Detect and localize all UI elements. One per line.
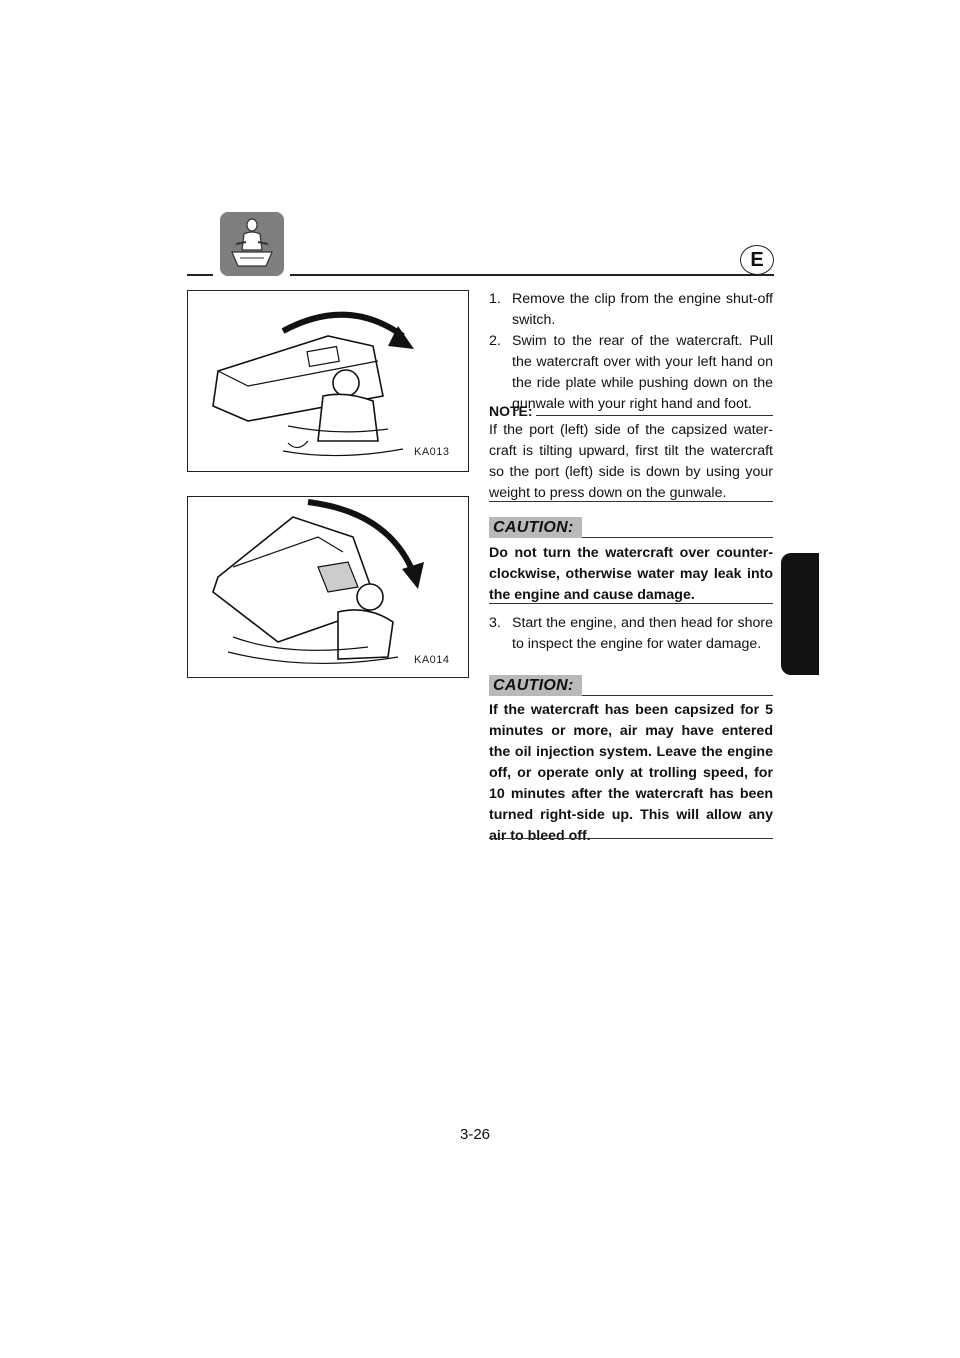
caution-label: CAUTION: [489, 675, 582, 696]
step-number: 3. [489, 615, 501, 631]
note-label: NOTE: [489, 403, 533, 419]
step-item [489, 289, 773, 331]
figure-righting-watercraft-2 [187, 496, 469, 678]
page-number: 3-26 [460, 1126, 491, 1143]
step-text: Remove the clip from the engine shut-off switch. [512, 291, 773, 328]
header-rule-left [187, 274, 213, 276]
caution-rule-bottom [489, 603, 773, 604]
step-text: Swim to the rear of the watercraft. Pull the watercraft over with your left hand on the ride plate while pushing down on the gunwale with your right hand and foot. [512, 333, 773, 412]
note-rule-bottom [489, 501, 773, 502]
section-icon [220, 212, 284, 276]
step-text: Start the engine, and then head for shore to inspect the engine for water damage. [512, 615, 773, 652]
figure-righting-watercraft-1 [187, 290, 469, 472]
language-badge: E [740, 245, 774, 275]
chapter-tab [781, 553, 819, 675]
caution-rule-top [582, 537, 773, 538]
caution-rule-bottom [489, 838, 773, 839]
step-number: 2. [489, 333, 501, 349]
caution-text: Do not turn the watercraft over counter-clockwise, otherwise water may leak into the engine and cause damage. [489, 545, 773, 603]
rider-icon [220, 212, 284, 276]
caution-rule-top [582, 695, 773, 696]
figure-label: KA013 [414, 446, 450, 458]
note-rule-top [536, 415, 773, 416]
watercraft-illustration-1 [188, 291, 468, 471]
step-item [489, 613, 773, 655]
caution-text: If the watercraft has been capsized for 5 minutes or more, air may have entered the oil injection system. Leave the engine off, or operate only at trolling speed, for 10 minutes after the watercraft has been turned right-side up. This will allow any air to bleed off. [489, 702, 773, 844]
figure-label: KA014 [414, 654, 450, 666]
step-number: 1. [489, 291, 501, 307]
header-rule-right [290, 274, 774, 276]
watercraft-illustration-2 [188, 497, 468, 677]
caution-label: CAUTION: [489, 517, 582, 538]
note-text: If the port (left) side of the capsized water-craft is tilting upward, first tilt the watercraft so the port (left) side is down by using your weight to press down on the gunwale. [489, 422, 773, 501]
